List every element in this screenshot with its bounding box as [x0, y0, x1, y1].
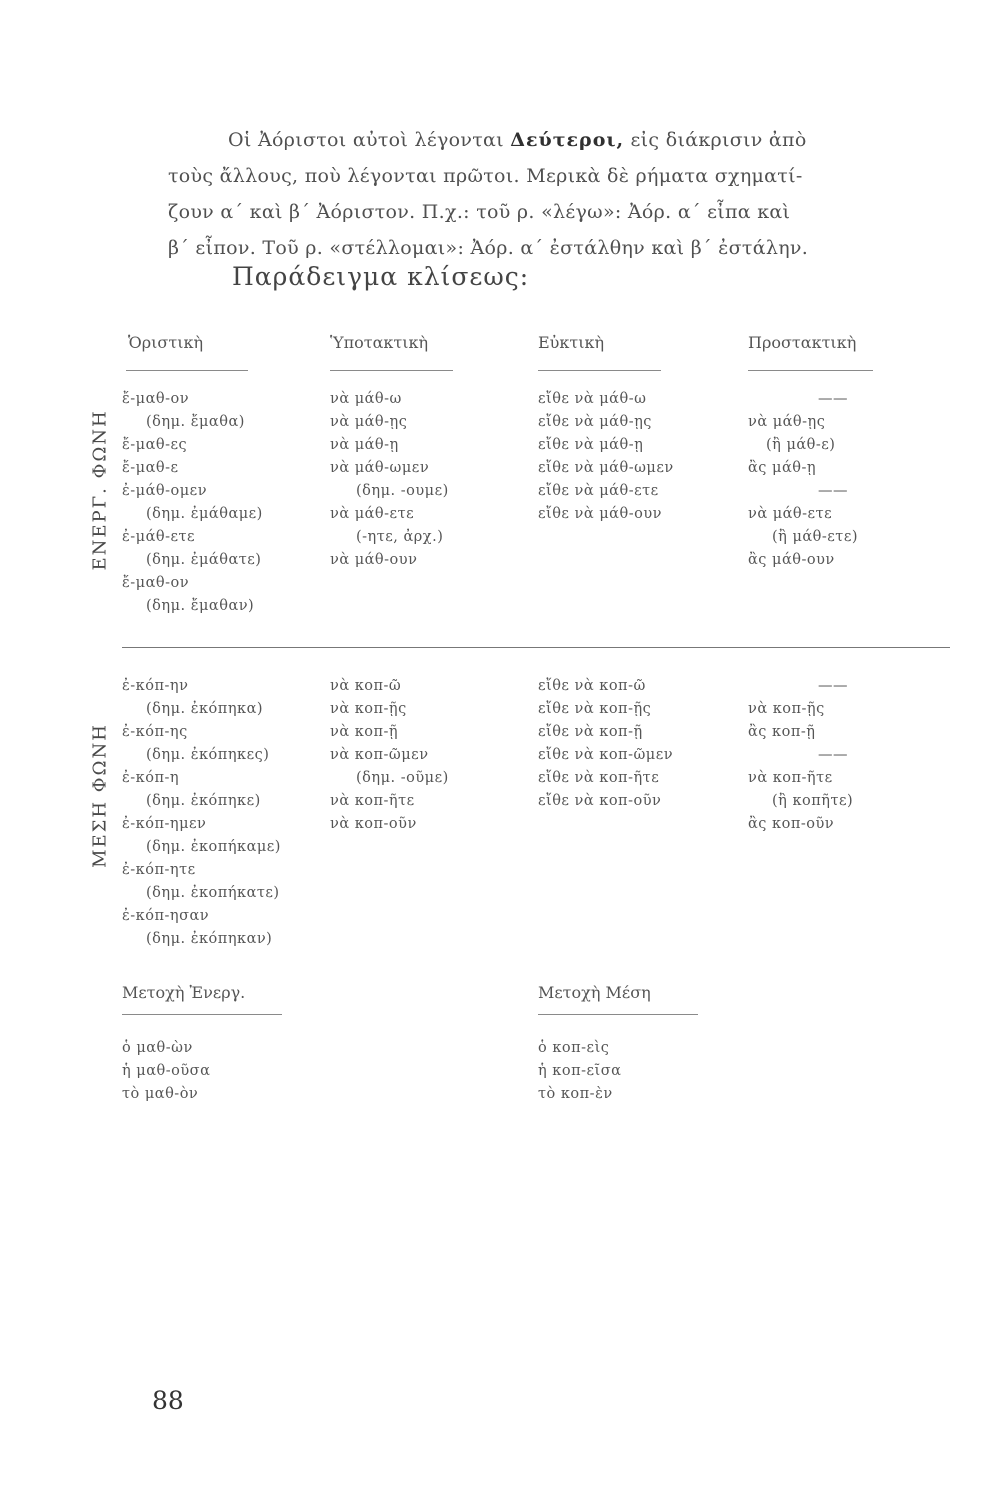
active-imperative-form: ἂς μάθ-ῃ: [748, 460, 817, 476]
active-indicative-form: ἔ-μαθ-ον: [122, 391, 190, 407]
active-indicative-form: ἔ-μαθ-ον: [122, 575, 190, 591]
active-optative-form: εἴθε νὰ μάθ-ῃ: [538, 437, 644, 453]
middle-indicative-form: (δημ. ἐκοπήκατε): [146, 885, 280, 901]
active-imperative-form: ἂς μάθ-ουν: [748, 552, 835, 568]
middle-indicative-form: ἐ-κόπ-ημεν: [122, 816, 207, 832]
participle-active-title: Μετοχὴ Ἐνεργ.: [122, 983, 246, 1002]
participle-active-form: τὸ μαθ-ὸν: [122, 1086, 199, 1102]
middle-indicative-form: ἐ-κόπ-ησαν: [122, 908, 210, 924]
middle-subjunctive-form: νὰ κοπ-ῶ: [330, 678, 402, 694]
middle-voice-label: ΜΕΣΗ ΦΩΝΗ: [89, 723, 111, 868]
active-indicative-form: (δημ. ἔμαθαν): [146, 598, 255, 614]
active-subjunctive-form: νὰ μάθ-ετε: [330, 506, 415, 522]
participle-underline: [122, 1014, 282, 1015]
active-imperative-form: ——: [818, 483, 848, 499]
participle-middle-form: τὸ κοπ-ὲν: [538, 1086, 613, 1102]
middle-imperative-form: νὰ κοπ-ῆτε: [748, 770, 833, 786]
middle-indicative-form: ἐ-κόπ-η: [122, 770, 180, 786]
active-optative-form: εἴθε νὰ μάθ-ουν: [538, 506, 662, 522]
active-subjunctive-form: (-ητε, ἀρχ.): [356, 529, 444, 545]
column-header-subjunctive: Ὑποτακτικὴ: [330, 333, 429, 352]
intro-line: [168, 122, 928, 158]
intro-text: εἰς διάκρισιν ἀπὸ: [624, 129, 807, 151]
active-indicative-form: ἐ-μάθ-ομεν: [122, 483, 208, 499]
active-optative-form: εἴθε νὰ μάθ-ετε: [538, 483, 659, 499]
header-underline: [538, 370, 661, 371]
active-optative-form: εἴθε νὰ μάθ-ω: [538, 391, 647, 407]
header-underline: [126, 370, 248, 371]
middle-subjunctive-form: νὰ κοπ-ῆτε: [330, 793, 415, 809]
active-subjunctive-form: νὰ μάθ-ῃ: [330, 437, 399, 453]
middle-subjunctive-form: νὰ κοπ-ῇς: [330, 701, 407, 717]
active-subjunctive-form: (δημ. -ουμε): [356, 483, 449, 499]
intro-line: τοὺς ἄλλους, ποὺ λέγονται πρῶτοι. Μερικὰ δὲ ρήματα σχηματί-: [168, 165, 803, 187]
participle-active-form: ὁ μαθ-ὼν: [122, 1040, 193, 1056]
intro-bold-term: Δεύτεροι,: [510, 129, 625, 151]
middle-optative-form: εἴθε νὰ κοπ-ῇς: [538, 701, 652, 717]
middle-imperative-form: (ἢ κοπῆτε): [772, 793, 854, 809]
active-subjunctive-form: νὰ μάθ-ω: [330, 391, 402, 407]
active-indicative-form: ἔ-μαθ-ε: [122, 460, 179, 476]
participle-middle-title: Μετοχὴ Μέση: [538, 983, 651, 1002]
intro-line: β΄ εἶπον. Τοῦ ρ. «στέλλομαι»: Ἀόρ. α΄ ἐστάλθην καὶ β΄ ἐστάλην.: [168, 237, 809, 259]
participle-middle-form: ἡ κοπ-εῖσα: [538, 1063, 622, 1079]
active-imperative-form: ——: [818, 391, 848, 407]
intro-paragraph: [168, 122, 928, 266]
middle-indicative-form: (δημ. ἐκόπηκες): [146, 747, 270, 763]
section-divider: [122, 647, 950, 648]
column-header-indicative: Ὁριστικὴ: [128, 333, 204, 352]
active-voice-label: ΕΝΕΡΓ. ΦΩΝΗ: [89, 409, 111, 571]
active-imperative-form: (ἢ μάθ-ε): [766, 437, 836, 453]
middle-imperative-form: ——: [818, 747, 848, 763]
page-number: 88: [152, 1386, 184, 1415]
middle-subjunctive-form: νὰ κοπ-ῶμεν: [330, 747, 429, 763]
middle-imperative-form: ἂς κοπ-ῇ: [748, 724, 816, 740]
middle-indicative-form: (δημ. ἐκοπήκαμε): [146, 839, 281, 855]
participle-underline: [538, 1014, 698, 1015]
middle-optative-form: εἴθε νὰ κοπ-ῶμεν: [538, 747, 674, 763]
active-subjunctive-form: νὰ μάθ-ωμεν: [330, 460, 430, 476]
active-subjunctive-form: νὰ μάθ-ουν: [330, 552, 418, 568]
section-heading: Παράδειγμα κλίσεως:: [232, 262, 530, 291]
participle-middle-form: ὁ κοπ-εὶς: [538, 1040, 610, 1056]
middle-indicative-form: ἐ-κόπ-ην: [122, 678, 189, 694]
active-indicative-form: (δημ. ἐμάθατε): [146, 552, 262, 568]
middle-imperative-form: ἂς κοπ-οῦν: [748, 816, 835, 832]
middle-subjunctive-form: νὰ κοπ-οῦν: [330, 816, 417, 832]
active-imperative-form: νὰ μάθ-ῃς: [748, 414, 826, 430]
active-subjunctive-form: νὰ μάθ-ῃς: [330, 414, 408, 430]
middle-subjunctive-form: νὰ κοπ-ῇ: [330, 724, 399, 740]
middle-optative-form: εἴθε νὰ κοπ-οῦν: [538, 793, 662, 809]
middle-indicative-form: (δημ. ἐκόπηκαν): [146, 931, 273, 947]
column-header-optative: Εὐκτικὴ: [538, 333, 605, 352]
middle-subjunctive-form: (δημ. -οῦμε): [356, 770, 449, 786]
active-optative-form: εἴθε νὰ μάθ-ωμεν: [538, 460, 674, 476]
middle-optative-form: εἴθε νὰ κοπ-ῇ: [538, 724, 643, 740]
active-indicative-form: ἐ-μάθ-ετε: [122, 529, 196, 545]
middle-indicative-form: ἐ-κόπ-ητε: [122, 862, 196, 878]
active-indicative-form: (δημ. ἔμαθα): [146, 414, 245, 430]
active-imperative-form: νὰ μάθ-ετε: [748, 506, 833, 522]
header-underline: [748, 370, 873, 371]
middle-indicative-form: ἐ-κόπ-ης: [122, 724, 188, 740]
header-underline: [330, 370, 453, 371]
middle-imperative-form: ——: [818, 678, 848, 694]
middle-optative-form: εἴθε νὰ κοπ-ῆτε: [538, 770, 660, 786]
middle-indicative-form: (δημ. ἐκόπηκα): [146, 701, 264, 717]
middle-indicative-form: (δημ. ἐκόπηκε): [146, 793, 261, 809]
intro-text: Οἱ Ἀόριστοι αὐτοὶ λέγονται: [228, 129, 511, 151]
participle-active-form: ἡ μαθ-οῦσα: [122, 1063, 211, 1079]
active-indicative-form: (δημ. ἐμάθαμε): [146, 506, 263, 522]
intro-line: ζουν α΄ καὶ β΄ Ἀόριστον. Π.χ.: τοῦ ρ. «λέγω»: Ἀόρ. α΄ εἶπα καὶ: [168, 201, 791, 223]
active-optative-form: εἴθε νὰ μάθ-ῃς: [538, 414, 652, 430]
middle-imperative-form: νὰ κοπ-ῇς: [748, 701, 825, 717]
active-indicative-form: ἔ-μαθ-ες: [122, 437, 188, 453]
active-imperative-form: (ἢ μάθ-ετε): [772, 529, 859, 545]
column-header-imperative: Προστακτικὴ: [748, 333, 857, 352]
middle-optative-form: εἴθε νὰ κοπ-ῶ: [538, 678, 646, 694]
